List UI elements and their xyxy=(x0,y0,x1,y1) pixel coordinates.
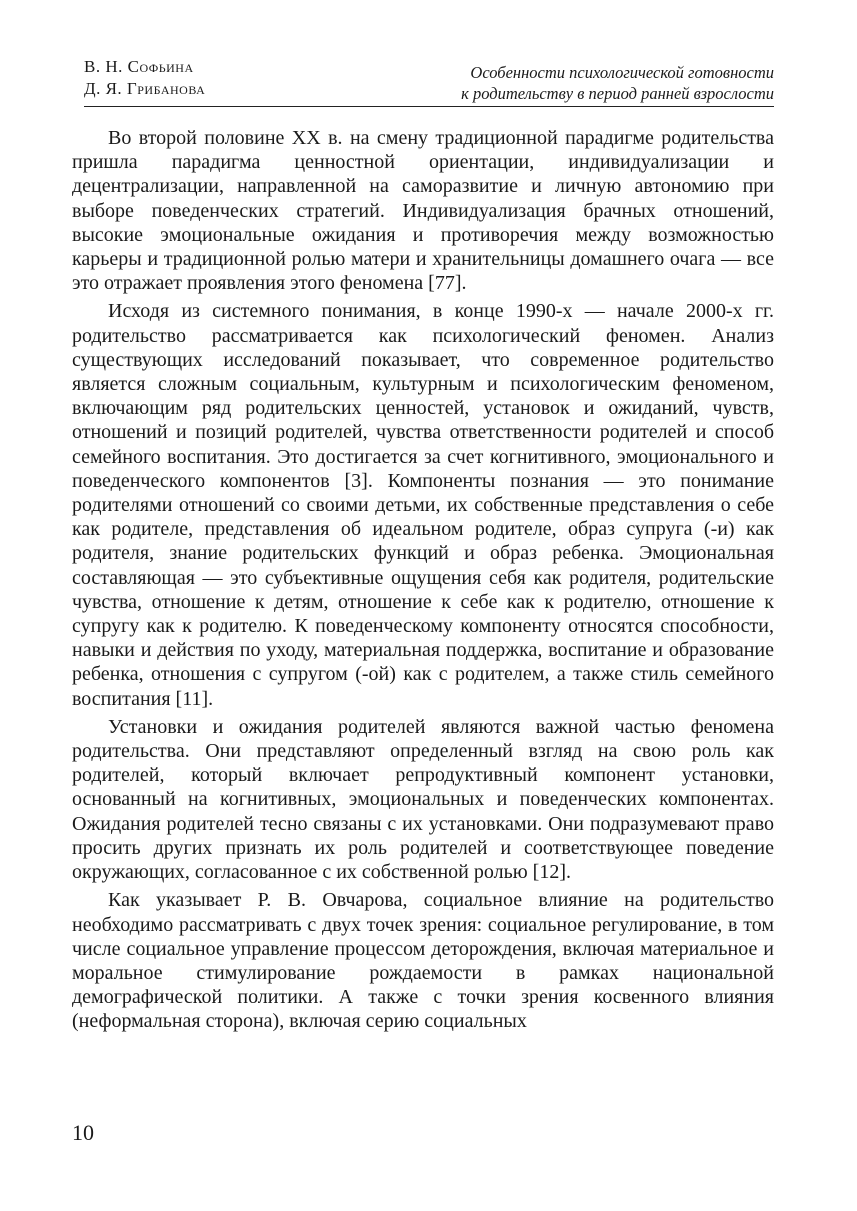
author-2: Д. Я. Грибанова xyxy=(84,79,206,98)
article-title xyxy=(461,62,774,104)
article-title-line-1: Особенности психологической готовности xyxy=(470,63,774,82)
paragraph-1: Во второй половине XX в. на смену традиционной парадигме родительства пришла парадигма ценностной ориентации, индивидуализации и децентрализации, направленной на саморазвитие и личную автономию при выборе поведенческих стратегий. Индивидуализация брачных отношений, высокие эмоциональные ожидания и противоречия между возможностью карьеры и традиционной ролью матери и хранительницы домашнего очага — все это отражает проявления этого феномена [77]. xyxy=(72,127,774,295)
paragraph-2: Исходя из системного понимания, в конце 1990-х — начале 2000-х гг. родительство рассматривается как психологический феномен. Анализ существующих исследований показывает, что современное родительство является сложным социальным, культурным и психологическим феноменом, включающим ряд родительских ценностей, установок и ожиданий, чувств, отношений и позиций родителей, чувства ответственности родителей и способ семейного воспитания. Это достигается за счет когнитивного, эмоционального и поведенческого компонентов [3]. Компоненты познания — это понимание родителями отношений со своими детьми, их собственные представления о себе как родителе, представления об идеальном родителе, образ супруга (-и) как родителя, знание родительских функций и образ ребенка. Эмоциональная составляющая — это субъективные ощущения себя как родителя, родительские чувства, отношение к детям, отношение к себе как к родителю, отношение к супругу как к родителю. К поведенческому компоненту относятся способности, навыки и действия по уходу, материальная поддержка, воспитание и образование ребенка, отношения с супругом (-ой) как с родителем, а также стиль семейного воспитания [11]. xyxy=(72,300,774,710)
body-text xyxy=(72,126,774,1038)
author-1: В. Н. Софьина xyxy=(84,57,194,76)
paragraph-4: Как указывает Р. В. Овчарова, социальное влияние на родительство необходимо рассматривать с двух точек зрения: социальное регулирование, в том числе социальное управление процессом деторождения, включая материальное и моральное стимулирование рождаемости в рамках национальной демографической политики. А также с точки зрения косвенного влияния (неформальная сторона), включая серию социальных xyxy=(72,889,774,1033)
running-header xyxy=(84,54,774,107)
paragraph-3: Установки и ожидания родителей являются важной частью феномена родительства. Они представляют определенный взгляд на свою роль как родителей, который включает репродуктивный компонент установки, основанный на когнитивных, эмоциональных и поведенческих компонентах. Ожидания родителей тесно связаны с их установками. Они подразумевают право просить других признать их роль родителей и соответствующее поведение окружающих, согласованное с их собственной ролью [12]. xyxy=(72,715,774,884)
page-number: 10 xyxy=(72,1120,94,1145)
author-names xyxy=(84,56,205,100)
article-title-line-2: к родительству в период ранней взрослости xyxy=(461,84,774,103)
